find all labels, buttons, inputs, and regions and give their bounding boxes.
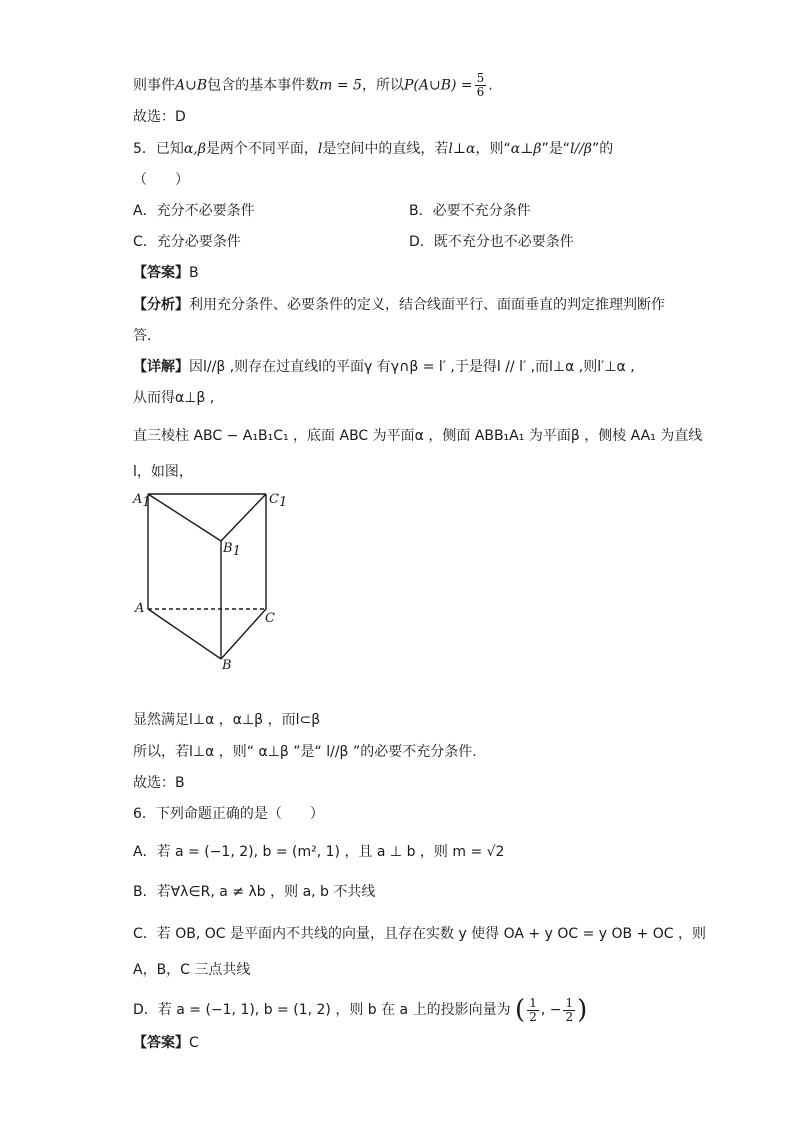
q6-option-c-2: A，B，C 三点共线 (133, 962, 251, 978)
event-probability-line (133, 72, 493, 99)
math-alpha-beta: α,β (183, 141, 206, 157)
fraction-5-6 (475, 72, 487, 99)
fraction-1-2-neg (563, 997, 575, 1024)
question-6-title: 6．下列命题正确的是（ ） (133, 806, 324, 822)
answer-line-b: 故选：B (133, 775, 185, 791)
label-c: C (265, 611, 275, 626)
q6-option-c: C．若 OB, OC 是平面内不共线的向量，且存在实数 y 使得 OA + y OC = y OB + OC ，则 (133, 926, 707, 942)
prism-line-2: l，如图， (133, 464, 193, 480)
separator: , − (540, 1002, 562, 1018)
question-5-stem (133, 139, 613, 159)
paren-right: ) (577, 995, 588, 1025)
numerator: 5 (476, 71, 485, 85)
text: 是两个不同平面， (205, 141, 318, 157)
label-c1: C1 (269, 492, 288, 510)
text: 包含的基本事件数 (207, 77, 320, 94)
numerator: 1 (529, 995, 537, 1010)
math-cond2: α⊥β (510, 141, 542, 157)
math-union: A∪B (175, 77, 208, 94)
text: D．若 a = (−1, 1), b = (1, 2) ，则 b 在 a 上的投影向量为 (133, 1002, 511, 1018)
label-b1: B1 (223, 541, 241, 559)
q6-answer-line (133, 1033, 199, 1053)
answer-line-d: 故选：D (133, 109, 186, 125)
q6-option-d (133, 992, 587, 1028)
option-a: A．充分不必要条件 (133, 203, 255, 219)
option-b: B．必要不充分条件 (409, 203, 531, 219)
after-fig-line-1: 显然满足l⊥α ，α⊥β ，而l⊂β (133, 712, 321, 728)
prism-figure (128, 485, 298, 675)
text: . (488, 77, 493, 94)
detail-line (133, 357, 635, 377)
text: 是空间中的直线，若 (322, 141, 449, 157)
option-d: D．既不充分也不必要条件 (409, 234, 574, 250)
label-b: B (222, 658, 232, 673)
analysis-line-2: 答. (133, 328, 152, 344)
answer-line (133, 263, 199, 283)
analysis-line (133, 295, 665, 315)
q6-option-a: A．若 a = (−1, 2), b = (m², 1) ，且 a ⊥ b ，则 m = √2 (133, 844, 505, 860)
q6-option-b: B．若∀λ∈R, a ≠ λb ，则 a, b 不共线 (133, 884, 376, 900)
math-l: l (317, 141, 323, 157)
math-prob: P(A∪B) = (403, 77, 473, 94)
analysis-tag: 【分析】 (133, 297, 189, 313)
text: ，则“ (475, 141, 511, 157)
detail-line-2: 从而得α⊥β , (133, 390, 215, 406)
fraction-1-2 (527, 997, 539, 1024)
detail-text: 因l//β ,则存在过直线l的平面γ 有γ∩β = l′ ,于是得l // l′ ,而l⊥α ,则l′⊥α , (189, 359, 635, 375)
math-m: m = 5 (319, 77, 362, 94)
analysis-text: 利用充分条件、必要条件的定义，结合线面平行、面面垂直的判定推理判断作 (189, 297, 665, 313)
label-a1: A1 (133, 492, 151, 510)
answer-tag: 【答案】 (133, 1035, 189, 1051)
math-cond3: l//β (570, 141, 593, 157)
text: 则事件 (133, 77, 175, 94)
edge-c1b1 (221, 494, 266, 541)
edge-ab (148, 609, 221, 659)
numerator: 1 (565, 995, 574, 1010)
answer-tag: 【答案】 (133, 265, 189, 281)
math-cond: l⊥α (448, 141, 476, 157)
after-fig-line-2: 所以，若l⊥α ，则“ α⊥β ”是“ l//β ”的必要不充分条件. (133, 744, 477, 760)
text: 5．已知 (133, 141, 184, 157)
prism-line: 直三棱柱 ABC − A₁B₁C₁ ，底面 ABC 为平面α ，侧面 ABB₁A₁ 为平面β ，侧棱 AA₁ 为直线 (133, 428, 703, 444)
label-a: A (135, 601, 145, 616)
denominator: 2 (529, 1009, 537, 1024)
text: ，所以 (361, 77, 404, 94)
text: ”的 (592, 141, 614, 157)
answer-value: B (189, 265, 199, 281)
edge-a1b1 (148, 494, 221, 541)
question-5-paren: （ ） (133, 172, 189, 188)
edge-cb (221, 609, 266, 659)
option-c: C．充分必要条件 (133, 234, 241, 250)
paren-left: ( (515, 995, 526, 1025)
detail-tag: 【详解】 (133, 359, 189, 375)
denominator: 6 (476, 85, 485, 99)
answer-value: C (189, 1035, 199, 1051)
denominator: 2 (565, 1009, 574, 1024)
text: ”是“ (541, 141, 571, 157)
